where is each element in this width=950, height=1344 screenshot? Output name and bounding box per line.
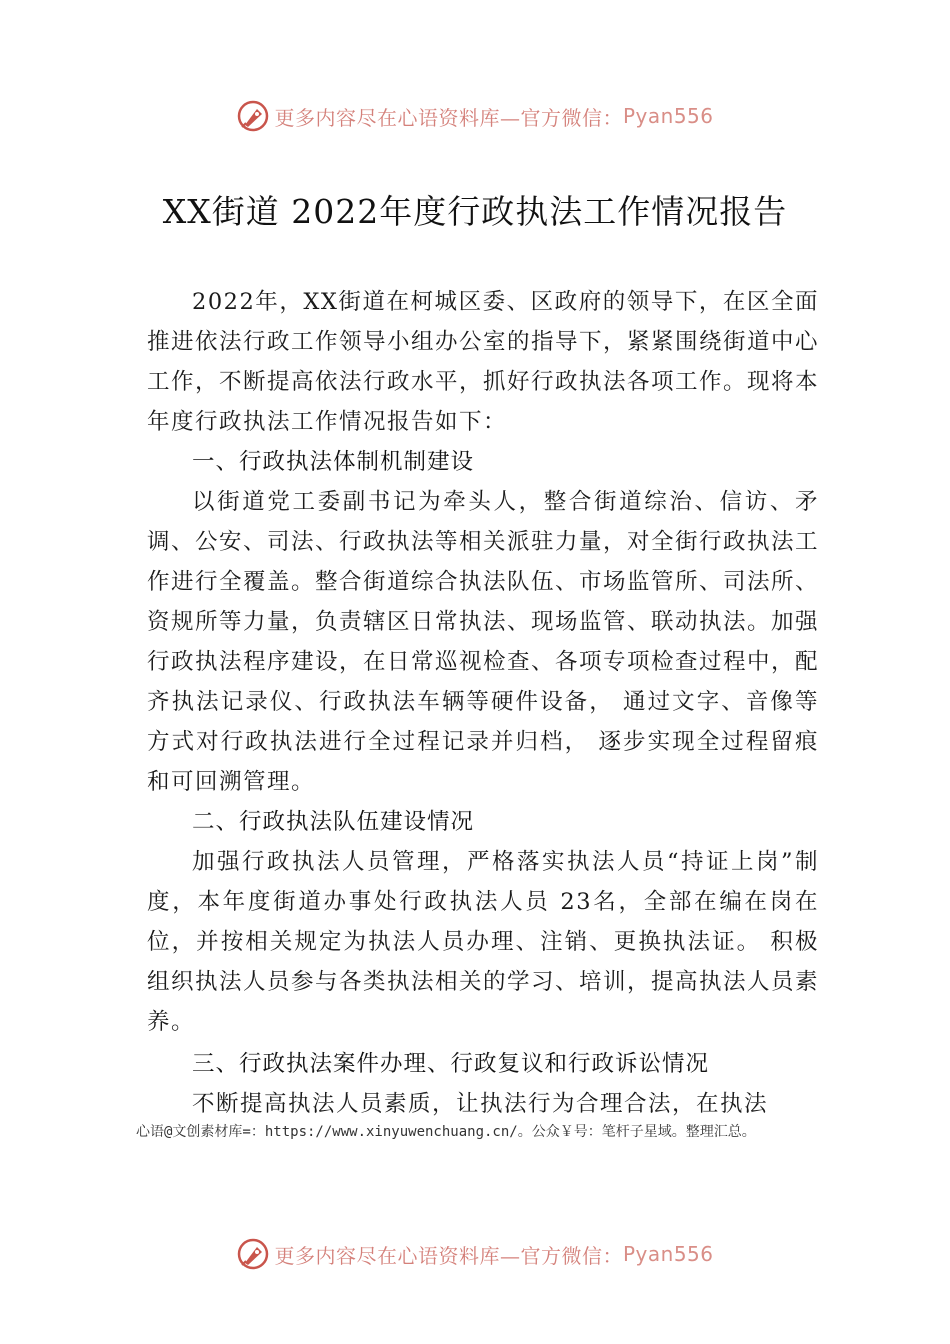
- pen-nib-icon: [236, 1237, 270, 1271]
- intro-paragraph: 2022年，XX街道在柯城区委、区政府的领导下，在区全面推进依法行政工作领导小组办公室的指导下，紧紧围绕街道中心工作，不断提高依法行政水平，抓好行政执法各项工作。现将本年度行政执法工作情况报告如下：: [147, 289, 820, 435]
- document-title: XX街道 2022年度行政执法工作情况报告: [162, 192, 788, 231]
- section-body-1: 以街道党工委副书记为牵头人，整合街道综治、信访、矛调、公安、司法、行政执法等相关派驻力量，对全街行政执法工作进行全覆盖。整合街道综合执法队伍、市场监管所、司法所、资规所等力量，负责辖区日常执法、现场监管、联动执法。加强行政执法程序建设，在日常巡视检查、各项专项检查过程中，配齐执法记录仪、行政执法车辆等硬件设备， 通过文字、音像等方式对行政执法进行全过程记录并归档， 逐步实现全过程留痕和可回溯管理。: [147, 489, 820, 795]
- banner-wechat-id: Pyan556: [622, 1242, 714, 1266]
- section-heading-2: 二、行政执法队伍建设情况: [192, 809, 475, 835]
- banner-text: 更多内容尽在心语资料库—官方微信：: [274, 105, 623, 130]
- section-body-2: 加强行政执法人员管理，严格落实执法人员“持证上岗”制度，本年度街道办事处行政执法人员 23名，全部在编在岗在位，并按相关规定为执法人员办理、注销、更换执法证。 积极组织执法人员参与各类执法相关的学习、培训，提高执法人员素养。: [147, 849, 820, 1035]
- pen-nib-icon: [236, 99, 270, 133]
- bottom-watermark-banner: [0, 1234, 950, 1274]
- top-watermark-banner: [0, 96, 950, 136]
- document-body: [147, 282, 819, 1124]
- section-body-3: 不断提高执法人员素质，让执法行为合理合法，在执法: [192, 1091, 769, 1117]
- footer-note: 心语@文创素材库=：https://www.xinyuwenchuang.cn/。公众￥号：笔杆子星域。整理汇总。: [136, 1124, 756, 1140]
- section-heading-1: 一、行政执法体制机制建设: [192, 449, 475, 475]
- banner-text: 更多内容尽在心语资料库—官方微信：: [274, 1243, 623, 1268]
- banner-wechat-id: Pyan556: [622, 104, 714, 128]
- section-heading-3: 三、行政执法案件办理、行政复议和行政诉讼情况: [192, 1051, 710, 1077]
